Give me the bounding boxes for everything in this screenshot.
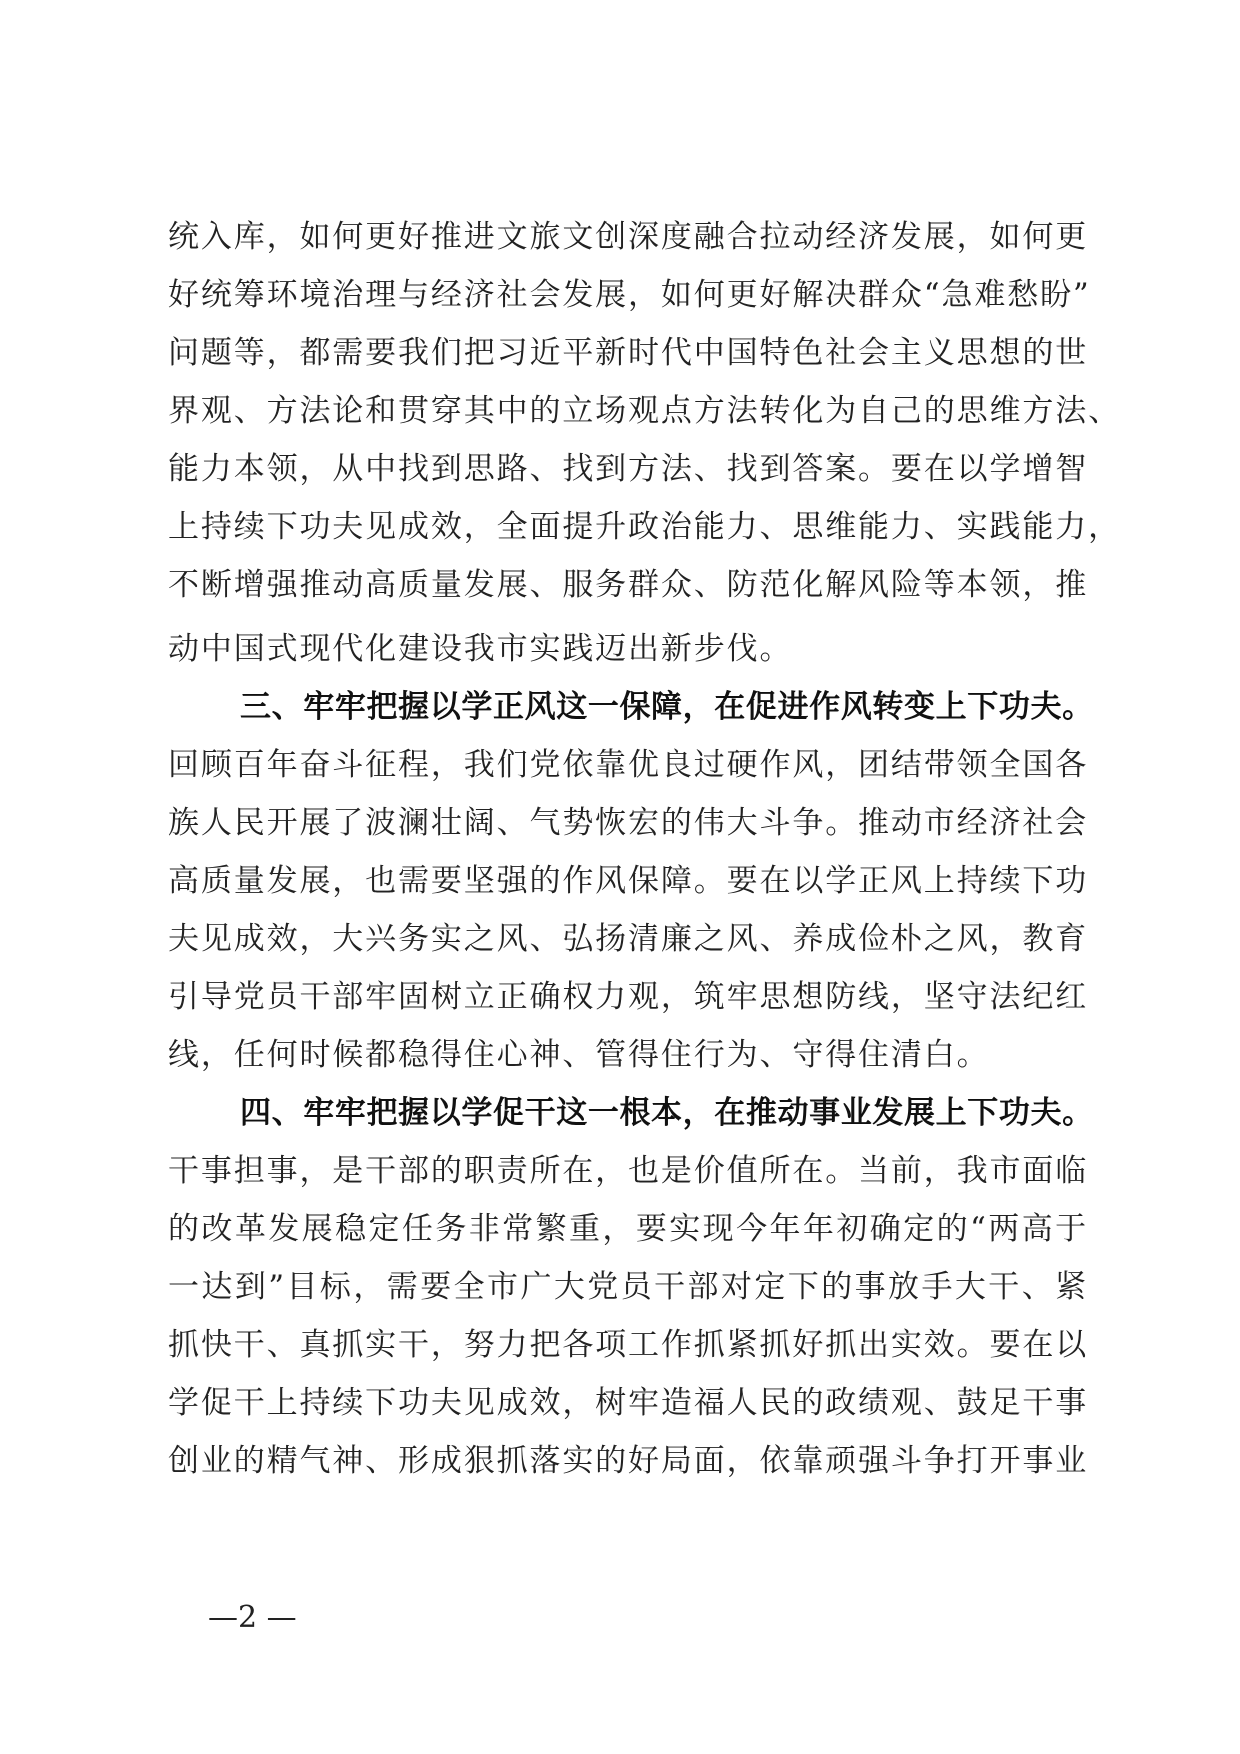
text-line: 能力本领，从中找到思路、找到方法、找到答案。要在以学增智 — [168, 451, 1089, 487]
section-four — [168, 1084, 1094, 1490]
paragraph-continued — [168, 208, 1121, 678]
text-line: 引导党员干部牢固树立正确权力观，筑牢思想防线，坚守法纪红 — [168, 979, 1089, 1015]
text-line: 线，任何时候都稳得住心神、管得住行为、守得住清白。 — [168, 1037, 990, 1073]
text-line: 抓快干、真抓实干，努力把各项工作抓紧抓好抓出实效。要在以 — [168, 1327, 1089, 1363]
text-line: 夫见成效，大兴务实之风、弘扬清廉之风、养成俭朴之风，教育 — [168, 921, 1089, 957]
text-line: 族人民开展了波澜壮阔、气势恢宏的伟大斗争。推动市经济社会 — [168, 805, 1089, 841]
text-line: 问题等，都需要我们把习近平新时代中国特色社会主义思想的世 — [168, 335, 1089, 371]
text-line: 创业的精气神、形成狠抓落实的好局面，依靠顽强斗争打开事业 — [168, 1443, 1089, 1479]
text-line: 界观、方法论和贯穿其中的立场观点方法转化为自己的思维方法、 — [168, 393, 1121, 429]
text-line: 不断增强推动高质量发展、服务群众、防范化解风险等本领，推 — [168, 567, 1089, 603]
text-line: 学促干上持续下功夫见成效，树牢造福人民的政绩观、鼓足干事 — [168, 1385, 1089, 1421]
text-line: 一达到”目标，需要全市广大党员干部对定下的事放手大干、紧 — [168, 1269, 1088, 1305]
text-line: 动中国式现代化建设我市实践迈出新步伐。 — [168, 631, 793, 667]
section-heading: 四、牢牢把握以学促干这一根本，在推动事业发展上下功夫。 — [240, 1095, 1094, 1131]
page-number: —2 — — [208, 1600, 297, 1635]
text-line: 干事担事，是干部的职责所在，也是价值所在。当前，我市面临 — [168, 1153, 1089, 1189]
section-heading: 三、牢牢把握以学正风这一保障，在促进作风转变上下功夫。 — [240, 689, 1094, 725]
text-line: 统入库，如何更好推进文旅文创深度融合拉动经济发展，如何更 — [168, 219, 1089, 255]
section-three — [168, 678, 1094, 1084]
text-line: 好统筹环境治理与经济社会发展，如何更好解决群众“急难愁盼” — [168, 277, 1091, 313]
text-line: 高质量发展，也需要坚强的作风保障。要在以学正风上持续下功 — [168, 863, 1089, 899]
text-line: 的改革发展稳定任务非常繁重，要实现今年年初确定的“两高于 — [168, 1211, 1088, 1247]
text-line: 回顾百年奋斗征程，我们党依靠优良过硬作风，团结带领全国各 — [168, 747, 1089, 783]
text-line: 上持续下功夫见成效，全面提升政治能力、思维能力、实践能力， — [168, 509, 1121, 545]
document-body — [168, 208, 1121, 1490]
